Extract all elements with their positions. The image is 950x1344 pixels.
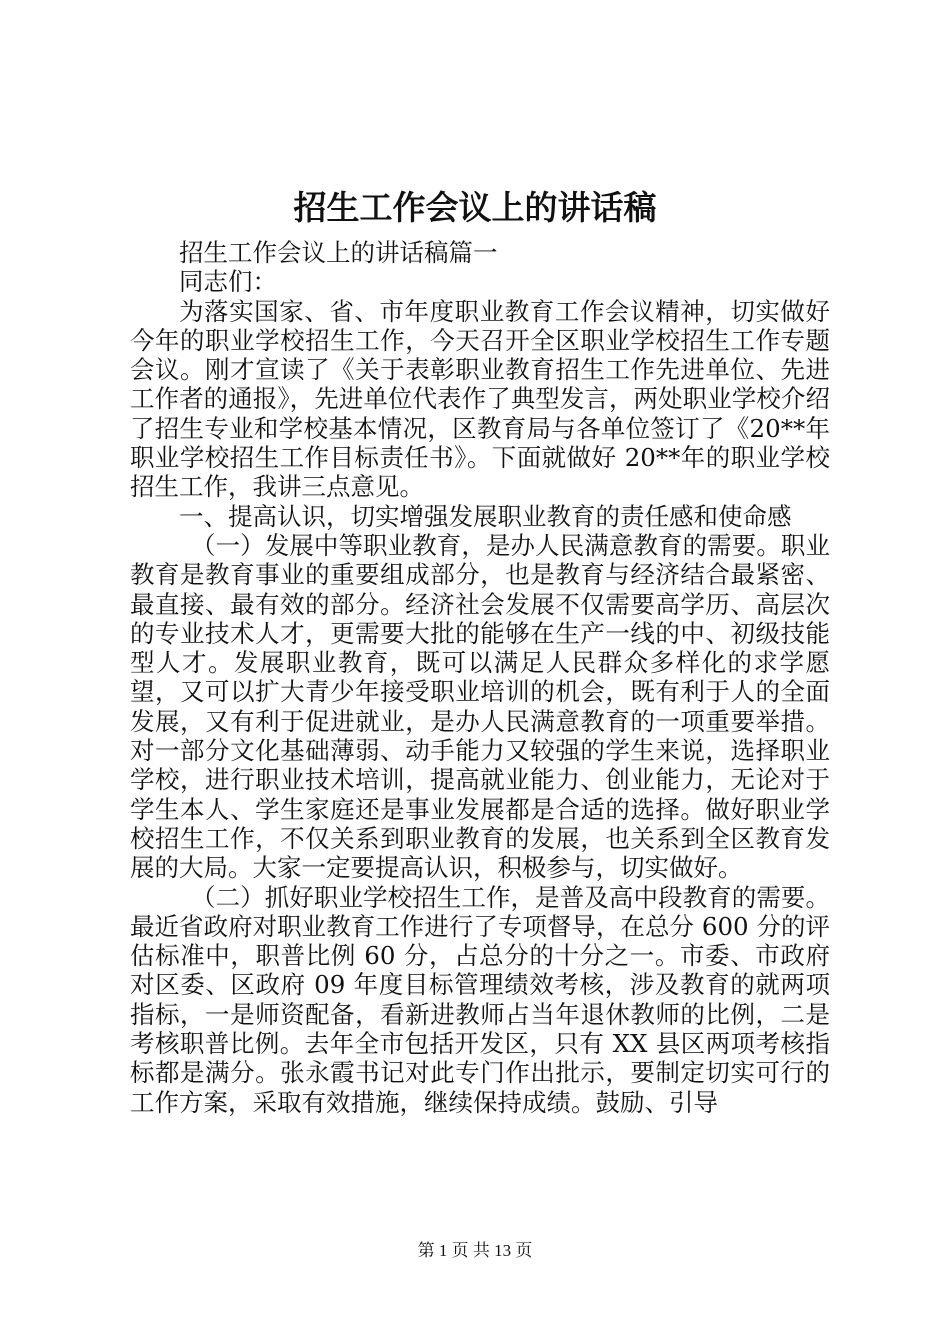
section-heading-1: 一、提高认识，切实增强发展职业教育的责任感和使命感 <box>179 501 792 531</box>
paragraph-point-1: （一）发展中等职业教育，是办人民满意教育的需要。职业教育是教育事业的重要组成部分，也是教育与经济结合最紧密、最直接、最有效的部分。经济社会发展不仅需要高学历、高层次的专业技术人才，更需要大批的能够在生产一线的中、初级技能型人才。发展职业教育，既可以满足人民群众多样化的求学愿望，又可以扩大青少年接受职业培训的机会，既有利于人的全面发展，又有利于促进就业，是办人民满意教育的一项重要举措。对一部分文化基础薄弱、动手能力又较强的学生来说，选择职业学校，进行职业技术培训，提高就业能力、创业能力，无论对于学生本人、学生家庭还是事业发展都是合适的选择。做好职业学校招生工作，不仅关系到职业教育的发展，也关系到全区教育发展的大局。大家一定要提高认识，积极参与，切实做好。 <box>130 530 830 883</box>
article-subtitle: 招生工作会议上的讲话稿篇一 <box>179 238 498 267</box>
document-title: 招生工作会议上的讲话稿 <box>293 188 657 227</box>
document-body <box>130 238 830 1117</box>
page-footer: 第 1 页 共 13 页 <box>417 1241 533 1260</box>
paragraph-intro: 为落实国家、省、市年度职业教育工作会议精神，切实做好今年的职业学校招生工作，今天召开全区职业学校招生工作专题会议。刚才宣读了《关于表彰职业教育招生工作先进单位、先进工作者的通报》，先进单位代表作了典型发言，两处职业学校介绍了招生专业和学校基本情况，区教育局与各单位签订了《20**年职业学校招生工作目标责任书》。下面就做好 20**年的职业学校招生工作，我讲三点意见。 <box>130 296 830 502</box>
salutation: 同志们： <box>179 267 277 297</box>
paragraph-point-2: （二）抓好职业学校招生工作，是普及高中段教育的需要。最近省政府对职业教育工作进行了专项督导，在总分 600 分的评估标准中，职普比例 60 分，占总分的十分之一。市委、市政府对区委、区政府 09 年度目标管理绩效考核，涉及教育的就两项指标，一是师资配备，看新进教师占当年退休教师的比例，二是考核职普比例。去年全市包括开发区，只有 XX 县区两项考核指标都是满分。张永霞书记对此专门作出批示，要制定切实可行的工作方案，采取有效措施，继续保持成绩。鼓励、引导 <box>130 882 830 1117</box>
